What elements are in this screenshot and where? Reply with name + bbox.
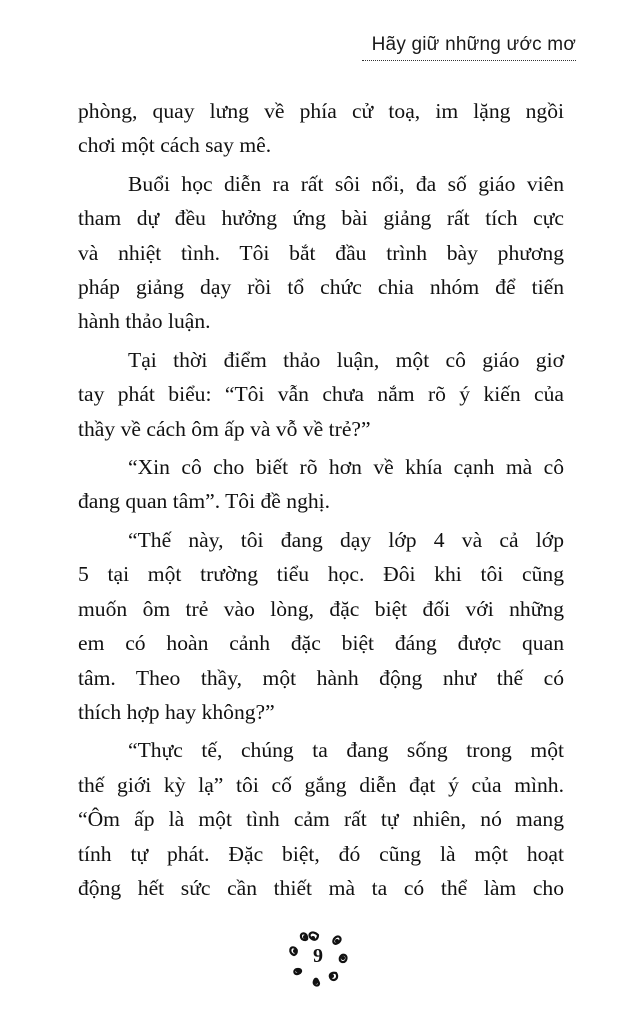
text-line: “Thế này, tôi đang dạy lớp 4 và cả lớp — [128, 527, 564, 552]
paragraph-3 — [78, 343, 564, 446]
paragraph-6 — [78, 733, 564, 905]
text-line: tay phát biểu: “Tôi vẫn chưa nắm rõ ý kiến của — [78, 382, 564, 407]
header-rule — [362, 60, 576, 61]
page-number-ornament — [282, 925, 354, 991]
running-header: Hãy giữ những ước mơ — [371, 34, 576, 55]
text-line: hành thảo luận. — [78, 309, 211, 334]
page-number: 9 — [313, 945, 323, 967]
text-line: tham dự đều hưởng ứng bài giảng rất tích cực — [78, 206, 564, 231]
text-line: pháp giảng dạy rồi tổ chức chia nhóm để tiến — [78, 275, 564, 300]
text-line: “Thực tế, chúng ta đang sống trong một — [128, 738, 564, 763]
text-line: và nhiệt tình. Tôi bắt đầu trình bày phương — [78, 240, 564, 265]
paragraph-2 — [78, 167, 564, 339]
text-line: Buổi học diễn ra rất sôi nổi, đa số giáo viên — [128, 171, 564, 196]
text-line: phòng, quay lưng về phía cử toạ, im lặng ngồi — [78, 99, 564, 123]
text-line: Tại thời điểm thảo luận, một cô giáo giơ — [128, 347, 564, 372]
text-line: thế giới kỳ lạ” tôi cố gắng diễn đạt ý của mình. — [78, 772, 564, 797]
text-line: “Xin cô cho biết rõ hơn về khía cạnh mà cô — [128, 455, 564, 480]
text-line: động hết sức cần thiết mà ta có thể làm cho — [78, 875, 564, 900]
paragraph-4 — [78, 450, 564, 519]
text-line: tính tự phát. Đặc biệt, đó cũng là một hoạt — [78, 841, 564, 866]
body-text — [78, 94, 564, 905]
text-line: thầy về cách ôm ấp và vỗ về trẻ?” — [78, 416, 371, 441]
text-line: đang quan tâm”. Tôi đề nghị. — [78, 489, 331, 514]
text-line: muốn ôm trẻ vào lòng, đặc biệt đối với những — [78, 596, 564, 621]
text-line: tâm. Theo thầy, một hành động như thế có — [78, 665, 564, 690]
paragraph-5 — [78, 523, 564, 729]
text-line: thích hợp hay không?” — [78, 699, 275, 724]
text-line: 5 tại một trường tiểu học. Đôi khi tôi cũng — [78, 562, 564, 587]
text-line: em có hoàn cảnh đặc biệt đáng được quan — [78, 631, 564, 656]
paragraph-1 — [78, 94, 564, 163]
text-line: chơi một cách say mê. — [78, 133, 272, 158]
text-line: “Ôm ấp là một tình cảm rất tự nhiên, nó mang — [78, 807, 564, 832]
